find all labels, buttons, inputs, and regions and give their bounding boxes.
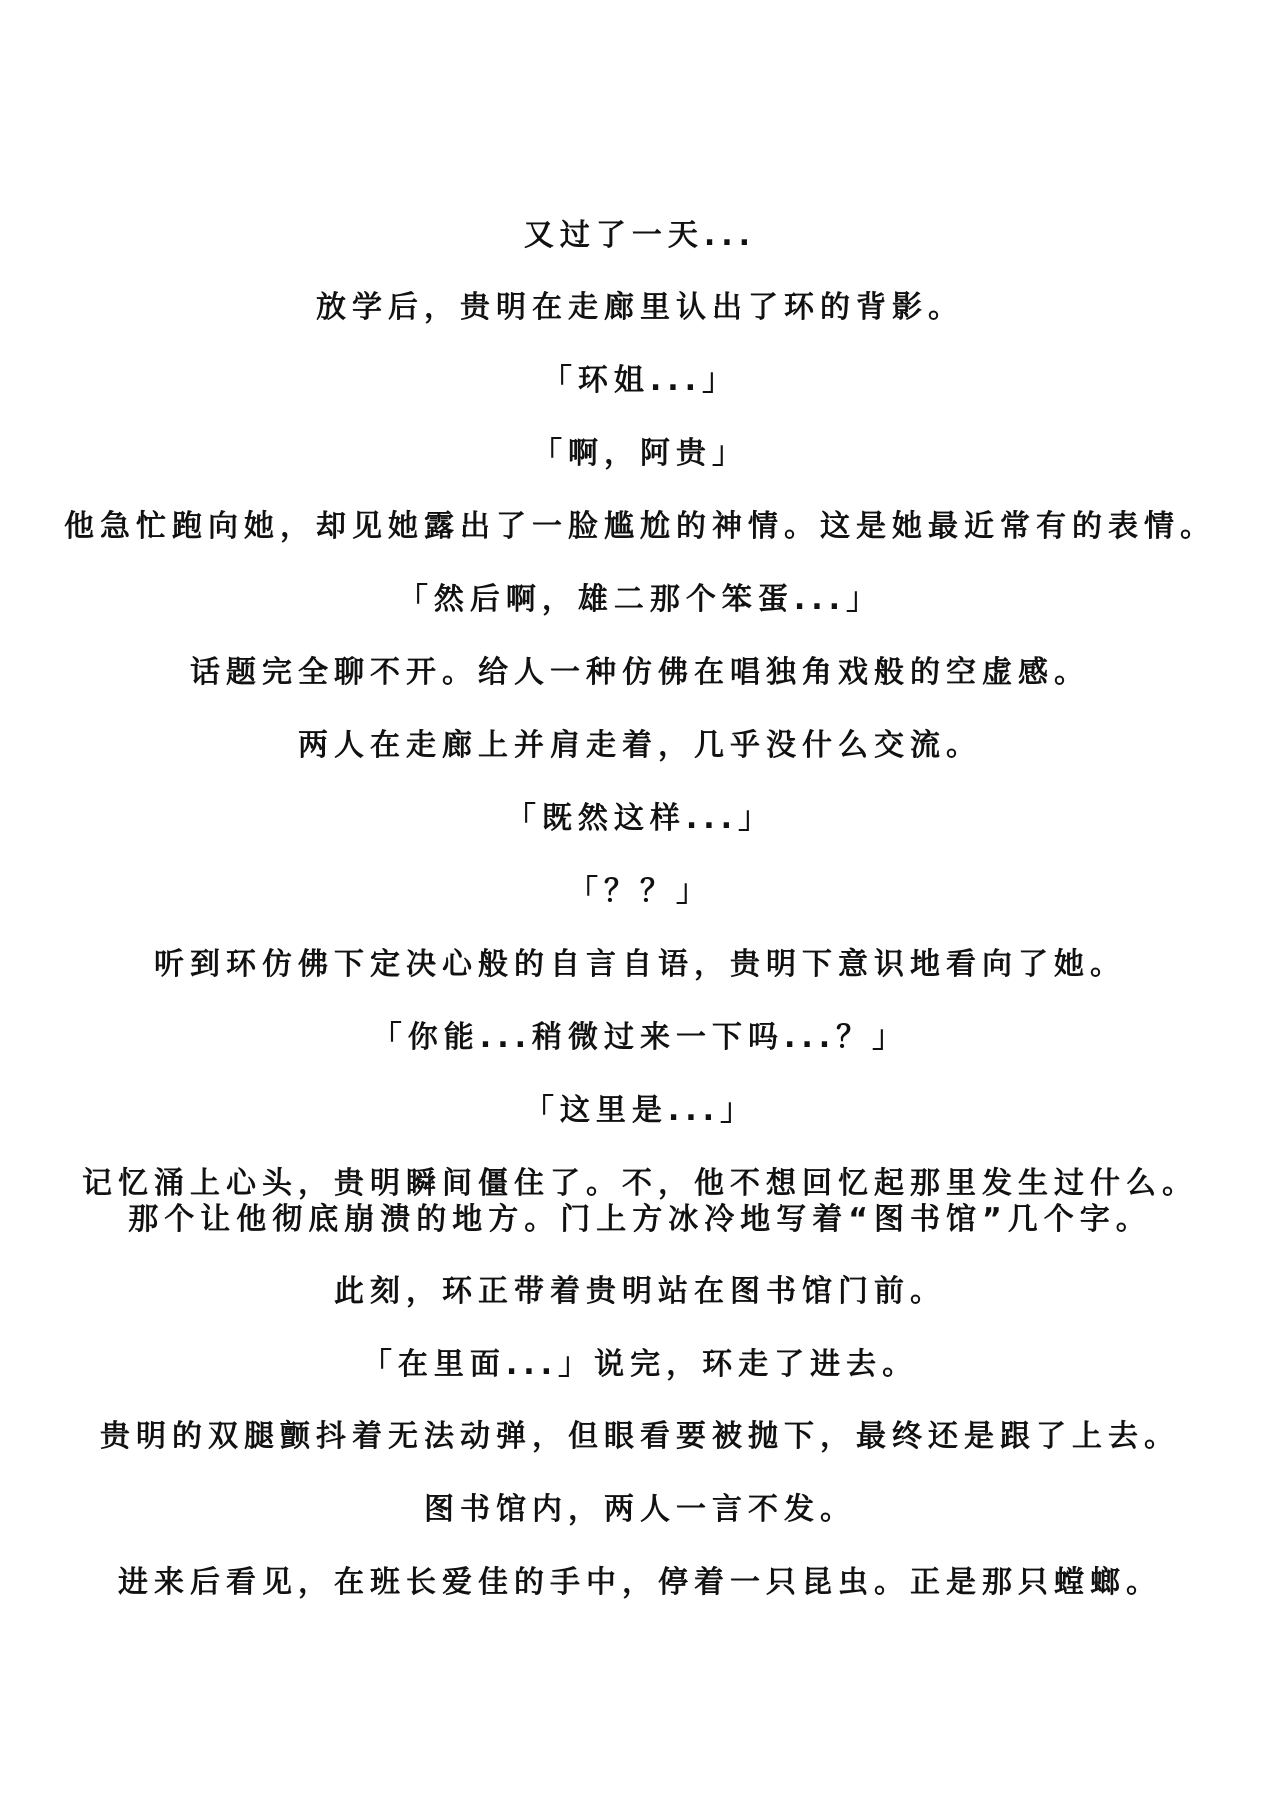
dialogue-line: 「既然这样...」 (505, 801, 775, 836)
text-line: 贵明的双腿颤抖着无法动弹，但眼看要被抛下，最终还是跟了上去。 (100, 1419, 1180, 1454)
dialogue-line: 「这里是...」 (523, 1093, 757, 1128)
dialogue-line: 「在里面...」说完，环走了进去。 (361, 1347, 919, 1382)
dialogue-line: 「？？」 (568, 874, 712, 909)
dialogue-line: 「你能...稍微过来一下吗...？」 (371, 1020, 909, 1055)
text-line: 话题完全聊不开。给人一种仿佛在唱独角戏般的空虚感。 (190, 655, 1090, 690)
text-line: 又过了一天... (523, 218, 757, 253)
dialogue-line: 「啊，阿贵」 (532, 436, 748, 471)
text-line: 那个让他彻底崩溃的地方。门上方冰冷地写着“图书馆”几个字。 (128, 1202, 1152, 1237)
text-line: 他急忙跑向她，却见她露出了一脸尴尬的神情。这是她最近常有的表情。 (64, 509, 1216, 544)
text-line: 两人在走廊上并肩走着，几乎没什么交流。 (298, 728, 982, 763)
dialogue-line: 「然后啊，雄二那个笨蛋...」 (397, 582, 883, 617)
text-line: 放学后，贵明在走廊里认出了环的背影。 (316, 290, 964, 325)
dialogue-line: 「环姐...」 (541, 363, 739, 398)
text-line: 记忆涌上心头，贵明瞬间僵住了。不，他不想回忆起那里发生过什么。 (82, 1166, 1198, 1201)
text-line: 此刻，环正带着贵明站在图书馆门前。 (334, 1274, 946, 1309)
text-line: 进来后看见，在班长爱佳的手中，停着一只昆虫。正是那只螳螂。 (118, 1565, 1162, 1600)
text-line: 听到环仿佛下定决心般的自言自语，贵明下意识地看向了她。 (154, 947, 1126, 982)
text-line: 图书馆内，两人一言不发。 (424, 1492, 856, 1527)
